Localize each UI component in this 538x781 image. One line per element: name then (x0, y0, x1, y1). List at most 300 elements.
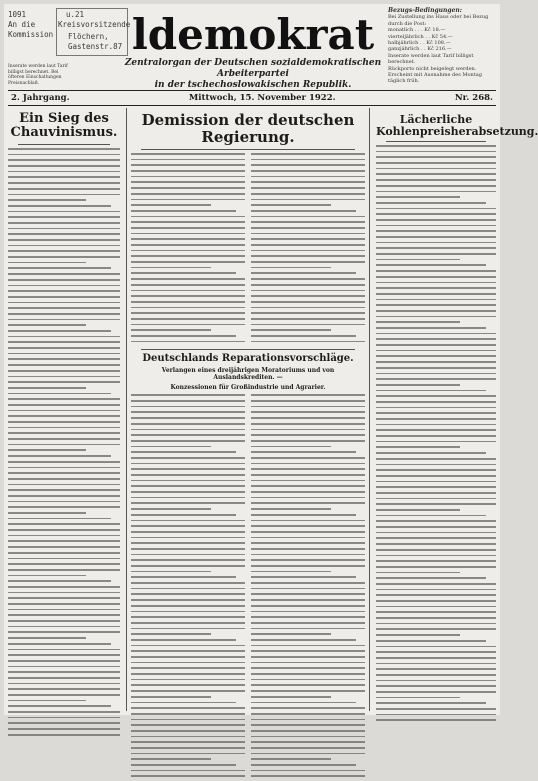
text-line (8, 666, 120, 668)
text-line (251, 446, 331, 448)
text-line (8, 637, 86, 639)
text-line (131, 656, 245, 658)
text-line (376, 378, 496, 380)
text-line (376, 259, 460, 261)
text-line (376, 714, 496, 716)
text-line (251, 622, 365, 624)
text-line (251, 193, 365, 195)
text-line (131, 520, 245, 522)
text-line (376, 577, 486, 579)
text-line (251, 599, 365, 601)
text-line (131, 318, 245, 320)
text-line (8, 677, 120, 679)
text-line (131, 599, 245, 601)
text-line (251, 497, 365, 499)
text-line (8, 256, 120, 258)
text-line (251, 667, 365, 669)
stamp-line: An die (8, 20, 36, 29)
text-line (251, 411, 365, 413)
text-line (376, 247, 496, 249)
text-column (251, 394, 365, 781)
text-line (131, 423, 245, 425)
text-line (376, 367, 496, 369)
terms-line: Inserate werden laut Tarif billigst berechnet. (388, 52, 474, 66)
article-headline-demission: Demission der deutschen Regierung. (141, 111, 355, 146)
text-line (131, 554, 245, 556)
text-line (376, 708, 496, 710)
text-line (8, 660, 120, 662)
text-line (251, 423, 365, 425)
text-line (376, 481, 496, 483)
text-line (8, 461, 120, 463)
text-line (8, 199, 86, 201)
text-line (131, 468, 245, 470)
text-line (376, 509, 460, 511)
text-line (376, 282, 496, 284)
text-line (251, 690, 365, 692)
text-line (131, 576, 236, 578)
text-line (251, 272, 356, 274)
text-line (251, 261, 365, 263)
text-line (376, 264, 486, 266)
text-line (8, 370, 120, 372)
text-line (131, 153, 245, 155)
text-line (251, 542, 365, 544)
text-line (251, 502, 365, 504)
text-line (8, 233, 120, 235)
text-line (251, 159, 365, 161)
text-line (376, 560, 496, 562)
text-line (8, 518, 111, 520)
headline-rule (141, 149, 355, 150)
text-line (376, 276, 496, 278)
text-line (8, 512, 86, 514)
text-line (8, 330, 111, 332)
text-line (131, 434, 245, 436)
text-line (8, 285, 120, 287)
text-line (131, 684, 245, 686)
text-line (376, 469, 496, 471)
text-line (8, 432, 120, 434)
text-line (376, 355, 496, 357)
section-rule (141, 349, 355, 350)
text-line (251, 199, 365, 201)
text-line (8, 387, 86, 389)
article-headline-reparation: Deutschlands Reparationsvorschläge. (142, 353, 354, 365)
text-line (8, 273, 120, 275)
text-line (8, 410, 120, 412)
terms-line: vierteljährlich . . Kč 54.— (388, 33, 453, 40)
text-line (131, 531, 245, 533)
text-line (376, 333, 496, 335)
text-line (131, 593, 245, 595)
text-line (8, 626, 120, 628)
text-line (8, 154, 120, 156)
text-line (8, 489, 120, 491)
text-line (251, 312, 365, 314)
text-line (251, 611, 365, 613)
text-line (251, 210, 356, 212)
text-line (376, 179, 496, 181)
text-line (131, 605, 245, 607)
text-line (131, 250, 245, 252)
text-line (251, 295, 365, 297)
text-line (131, 491, 245, 493)
subtitle-line-2: in der tschechoslowakischen Republik. (154, 80, 352, 90)
text-line (8, 580, 111, 582)
text-line (376, 526, 496, 528)
text-line (8, 381, 120, 383)
text-line (8, 546, 120, 548)
text-line (131, 502, 245, 504)
text-line (251, 341, 365, 343)
text-line (251, 463, 365, 465)
text-line (131, 702, 236, 704)
text-line (8, 535, 120, 537)
text-line (251, 548, 365, 550)
text-line (251, 736, 365, 738)
text-line (251, 400, 365, 402)
text-line (376, 145, 496, 147)
text-line (131, 335, 236, 337)
text-line (251, 576, 356, 578)
text-line (376, 680, 496, 682)
text-line (8, 700, 86, 702)
text-line (8, 717, 120, 719)
text-line (376, 589, 496, 591)
text-line (131, 324, 245, 326)
text-line (8, 313, 120, 315)
text-line (251, 480, 365, 482)
text-line (251, 244, 365, 246)
text-line (251, 719, 365, 721)
text-line (131, 497, 245, 499)
text-line (8, 341, 120, 343)
text-line (131, 295, 245, 297)
text-line (8, 336, 120, 338)
text-line (251, 238, 365, 240)
text-line (251, 679, 365, 681)
text-line (131, 770, 245, 772)
text-line (376, 156, 496, 158)
text-line (376, 270, 496, 272)
text-line (376, 651, 496, 653)
text-line (131, 238, 245, 240)
text-line (131, 474, 245, 476)
text-column (251, 153, 365, 346)
text-line (251, 741, 365, 743)
text-line (131, 187, 245, 189)
stamp-line: Kommission (8, 30, 54, 39)
text-line (376, 350, 496, 352)
text-line (131, 301, 245, 303)
text-line (8, 631, 120, 633)
text-line (131, 216, 245, 218)
article-body-demission (131, 153, 365, 346)
text-line (8, 222, 120, 224)
text-line (131, 616, 245, 618)
article-subheadline-2: Konzessionen für Großindustrie und Agrarier. (170, 384, 326, 392)
text-line (251, 531, 365, 533)
text-line (376, 213, 496, 215)
text-line (376, 640, 486, 642)
text-line (8, 262, 86, 264)
text-line (8, 398, 120, 400)
text-line (376, 555, 496, 557)
text-line (8, 614, 120, 616)
text-line (8, 654, 120, 656)
text-line (8, 484, 120, 486)
text-line (8, 324, 86, 326)
text-line (131, 411, 245, 413)
text-line (376, 646, 496, 648)
text-line (376, 242, 496, 244)
text-line (251, 713, 365, 715)
stamp-line: Gastenstr.87 (68, 42, 123, 51)
text-line (376, 458, 496, 460)
text-line (376, 452, 486, 454)
text-line (376, 435, 496, 437)
text-line (251, 429, 365, 431)
text-line (131, 278, 245, 280)
text-line (131, 747, 245, 749)
text-line (251, 187, 365, 189)
text-line (376, 543, 496, 545)
text-line (8, 620, 120, 622)
text-line (8, 523, 120, 525)
text-line (8, 529, 120, 531)
article-headline-chauvinismus: Ein Sieg des Chauvinismus. (10, 111, 118, 140)
text-line (251, 724, 365, 726)
text-line (376, 418, 496, 420)
text-line (251, 514, 356, 516)
text-line (251, 290, 365, 292)
text-line (376, 373, 496, 375)
text-line (251, 170, 365, 172)
text-line (376, 151, 496, 153)
text-line (8, 194, 120, 196)
issue-date: Mittwoch, 15. November 1922. (188, 93, 336, 103)
text-line (376, 611, 496, 613)
text-line (131, 204, 211, 206)
text-line (8, 376, 120, 378)
text-line (376, 304, 496, 306)
text-line (8, 722, 120, 724)
text-line (376, 395, 496, 397)
text-line (251, 491, 365, 493)
text-line (376, 697, 460, 699)
text-line (251, 537, 365, 539)
text-line (376, 196, 460, 198)
text-line (376, 520, 496, 522)
text-line (131, 312, 245, 314)
text-line (8, 455, 111, 457)
text-line (8, 211, 120, 213)
text-line (251, 216, 365, 218)
text-line (251, 559, 365, 561)
text-line (376, 361, 496, 363)
text-line (131, 650, 245, 652)
text-line (251, 164, 365, 166)
text-line (251, 753, 365, 755)
text-line (376, 168, 496, 170)
text-line (8, 506, 120, 508)
text-line (131, 440, 245, 442)
text-line (376, 219, 496, 221)
text-line (131, 719, 245, 721)
text-line (8, 216, 120, 218)
terms-line: Rückporto nicht beigelegt werden. Erscheint mit Ausnahme des Montag täglich früh. (388, 65, 482, 85)
text-line (251, 324, 365, 326)
text-line (251, 770, 365, 772)
text-line (131, 542, 245, 544)
text-line (251, 662, 365, 664)
text-line (376, 327, 486, 329)
text-line (8, 734, 120, 736)
text-line (8, 279, 120, 281)
text-line (131, 713, 245, 715)
text-line (131, 764, 236, 766)
text-line (8, 586, 120, 588)
text-line (131, 730, 245, 732)
text-line (251, 702, 356, 704)
text-line (251, 707, 365, 709)
text-line (376, 185, 496, 187)
text-line (376, 594, 496, 596)
text-line (251, 440, 365, 442)
text-line (131, 633, 211, 635)
text-line (251, 633, 331, 635)
text-line (131, 394, 245, 396)
text-line (251, 417, 365, 419)
text-line (251, 684, 365, 686)
text-line (8, 165, 120, 167)
text-line (131, 170, 245, 172)
text-line (251, 233, 365, 235)
text-line (251, 520, 365, 522)
terms-line: Bei Zustellung ins Haus oder bei Bezug durch die Post: (388, 14, 489, 27)
text-line (131, 673, 245, 675)
text-line (8, 478, 120, 480)
inserate-note: Inserate werden laut Tarif billigst berechnet. Bei öfteren Einschaltungen Preisnachlaß. (8, 64, 68, 86)
text-line (376, 657, 496, 659)
volume-year: 2. Jahrgang. (11, 93, 70, 103)
text-line (251, 696, 331, 698)
text-line (8, 228, 120, 230)
issue-number: Nr. 268. (454, 93, 493, 103)
text-line (131, 446, 211, 448)
text-line (376, 310, 496, 312)
text-line (251, 565, 365, 567)
text-line (8, 250, 120, 252)
text-line (251, 758, 331, 760)
text-line (251, 650, 365, 652)
article-body-reparation (131, 394, 365, 781)
text-line (251, 593, 365, 595)
text-line (376, 691, 496, 693)
text-line (131, 181, 245, 183)
text-line (8, 245, 120, 247)
text-line (376, 287, 496, 289)
text-line (251, 335, 356, 337)
text-line (251, 284, 365, 286)
text-line (131, 667, 245, 669)
text-line (251, 645, 365, 647)
text-line (251, 204, 331, 206)
text-line (131, 221, 245, 223)
headline-rule (386, 141, 486, 142)
text-line (251, 747, 365, 749)
text-line (8, 302, 120, 304)
text-line (376, 702, 486, 704)
text-line (251, 329, 331, 331)
column-center (126, 108, 370, 711)
text-line (131, 406, 245, 408)
column-right (376, 108, 538, 711)
dateline-bar (8, 90, 496, 106)
text-line (8, 575, 86, 577)
text-line (131, 548, 245, 550)
text-line (251, 255, 365, 257)
text-line (8, 495, 120, 497)
newspaper-page (4, 4, 538, 715)
text-line (131, 485, 245, 487)
text-line (8, 728, 120, 730)
address-stamp (8, 8, 131, 56)
text-line (131, 514, 236, 516)
text-line (251, 468, 365, 470)
text-line (8, 347, 120, 349)
text-line (251, 673, 365, 675)
text-line (8, 358, 120, 360)
text-line (376, 384, 460, 386)
text-line (8, 705, 111, 707)
terms-line: monatlich . . . Kč 18.— (388, 27, 446, 34)
text-column (131, 153, 245, 346)
subtitle-line-1: Zentralorgan der Deutschen sozialdemokratischen Arbeiterpartei (124, 58, 382, 79)
text-line (8, 148, 120, 150)
text-line (8, 683, 120, 685)
text-line (251, 588, 365, 590)
text-line (131, 537, 245, 539)
text-line (8, 267, 111, 269)
stamp-line: Flöchern, (68, 32, 109, 41)
text-line (131, 639, 236, 641)
text-line (131, 724, 245, 726)
article-body-chauvinismus (8, 148, 120, 736)
text-line (131, 588, 245, 590)
text-line (376, 191, 496, 193)
text-line (8, 188, 120, 190)
text-line (376, 634, 460, 636)
text-line (251, 571, 331, 573)
text-line (376, 583, 496, 585)
text-line (251, 434, 365, 436)
text-line (251, 605, 365, 607)
text-line (376, 230, 496, 232)
text-line (251, 227, 365, 229)
text-line (131, 707, 245, 709)
text-line (8, 467, 120, 469)
stamp-line: Kreisvorsitzende (58, 20, 131, 29)
text-line (131, 210, 236, 212)
text-line (8, 421, 120, 423)
text-line (376, 390, 486, 392)
text-line (131, 628, 245, 630)
text-line (376, 486, 496, 488)
text-column (131, 394, 245, 781)
text-line (376, 401, 496, 403)
